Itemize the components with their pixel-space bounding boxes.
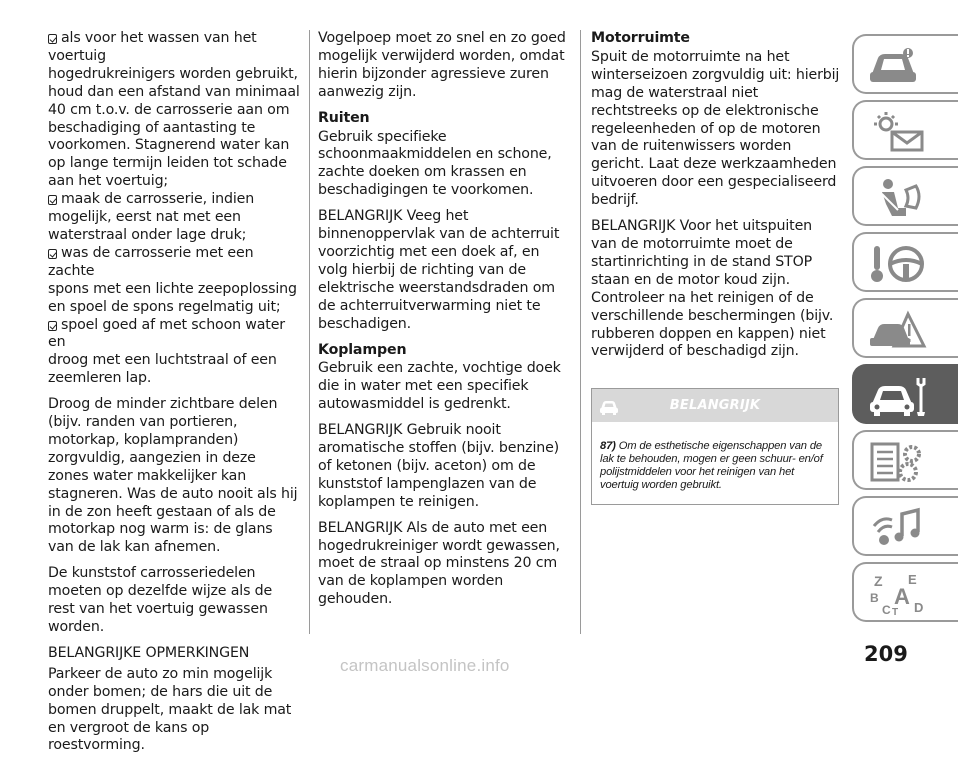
chapter-tab-emergency[interactable] <box>852 298 958 358</box>
warning-body: Om de esthetische eigenschappen van de lak te behouden, mogen er geen schuur- en/of polijstmiddelen voor het reinigen van het voertuig worden gebruikt. <box>600 440 823 492</box>
warning-title: BELANGRIJK <box>669 397 761 413</box>
paragraph: Gebruik specifieke schoonmaakmiddelen en schone, zachte doeken om krassen en beschadigingen te voorkomen. <box>318 128 552 199</box>
index-letter: A <box>894 584 910 609</box>
column-divider <box>309 30 310 634</box>
paragraph: BELANGRIJK Gebruik nooit aromatische stoffen (bijv. benzine) of ketonen (bijv. aceton) om de kunststof lampenglazen van de koplampen te reinigen. <box>318 422 560 510</box>
column-1 <box>48 30 300 763</box>
index-letters-icon <box>868 572 928 616</box>
warning-box <box>591 388 839 505</box>
chapter-tab-warning-lights[interactable] <box>852 100 958 160</box>
section-heading-ruiten: Ruiten <box>318 109 370 126</box>
car-maintenance-icon <box>868 374 928 418</box>
multimedia-icon <box>868 506 928 550</box>
chapter-tab-specifications[interactable] <box>852 430 958 490</box>
index-letter: B <box>870 591 879 605</box>
car-warning-icon <box>598 395 620 417</box>
paragraph: BELANGRIJK Veeg het binnenoppervlak van de achterruit voorzichtig met een doek af, en volg hierbij de richting van de elektrische weerstandsdraden om de achterruitverwarming niet te beschadigen. <box>318 208 560 332</box>
chapter-tab-starting[interactable] <box>852 232 958 292</box>
paragraph: Parkeer de auto zo min mogelijk onder bomen; de hars die uit de bomen druppelt, maakt de lak mat en vergroot de kans op roestvorming. <box>48 665 292 754</box>
specs-gear-icon <box>868 440 928 484</box>
column-2 <box>318 30 572 617</box>
section-heading-koplampen: Koplampen <box>318 341 407 358</box>
column-3 <box>591 30 841 505</box>
checkbox-bullet-icon <box>48 195 57 205</box>
notes-title: BELANGRIJKE OPMERKINGEN <box>48 644 250 661</box>
paragraph: Vogelpoep moet zo snel en zo goed mogelijk verwijderd worden, omdat hierin bijzonder agressieve zuren aanwezig zijn. <box>318 30 566 100</box>
chapter-tab-dashboard[interactable] <box>852 34 958 94</box>
index-letter: E <box>908 572 917 587</box>
warning-lights-icon <box>868 110 928 154</box>
bullet-item: was de carrosserie met een zachte spons met een lichte zeepoplossing en spoel de spons regelmatig uit; <box>48 244 297 315</box>
paragraph: De kunststof carrosseriedelen moeten op dezelfde wijze als de rest van het voertuig gewassen worden. <box>48 565 273 635</box>
paragraph: BELANGRIJK Als de auto met een hogedrukreiniger wordt gewassen, moet de straal op minstens 20 cm van de koplampen worden gehouden. <box>318 519 560 608</box>
chapter-tab-multimedia[interactable] <box>852 496 958 556</box>
car-dashboard-icon <box>868 44 928 88</box>
index-letter: C <box>882 603 891 617</box>
checkbox-bullet-icon <box>48 34 57 44</box>
index-letter: D <box>914 600 924 615</box>
paragraph: BELANGRIJK Voor het uitspuiten van de motorruimte moet de startinrichting in de stand STOP staan en de motor koud zijn. Controleer na het reinigen of de verschillende beschermingen (bijv. rubberen doppen en kappen) niet verwijderd of beschadigd zijn. <box>591 218 834 360</box>
checkbox-bullet-icon <box>48 249 57 259</box>
chapter-tab-index[interactable] <box>852 562 958 622</box>
chapter-tab-safety[interactable] <box>852 166 958 226</box>
checkbox-bullet-icon <box>48 321 57 331</box>
key-steering-icon <box>868 242 928 286</box>
page-number: 209 <box>864 642 908 666</box>
warning-header <box>592 389 838 422</box>
bullet-item: spoel goed af met schoon water en droog met een luchtstraal of een zeemleren lap. <box>48 316 285 387</box>
watermark: carmanualsonline.info <box>340 656 510 675</box>
column-divider <box>580 30 581 634</box>
bullet-item: maak de carrosserie, indien mogelijk, eerst nat met een waterstraal onder lage druk; <box>48 191 255 243</box>
seat-safety-icon <box>868 176 928 220</box>
warning-ref: 87) <box>600 440 616 453</box>
section-heading-motorruimte: Motorruimte <box>591 30 690 46</box>
index-letter: Z <box>874 573 883 589</box>
bullet-item: als voor het wassen van het voertuig hogedrukreinigers worden gebruikt, houd dan een afstand van minimaal 40 cm t.o.v. de carrosserie aan om beschadiging of aantasting te voorkomen. Stagnerend water kan op lange termijn leiden tot schade aan het voertuig; <box>48 30 300 190</box>
paragraph: Gebruik een zachte, vochtige doek die in water met een specifiek autowasmiddel is gedrenkt. <box>318 360 561 413</box>
warning-text <box>592 422 838 504</box>
emergency-road-icon <box>868 308 928 352</box>
paragraph: Spuit de motorruimte na het winterseizoen zorgvuldig uit: hierbij mag de waterstraal niet rechtstreeks op de elektronische regeleenheden of op de motoren van de ruitenwissers worden gericht. Laat deze werkzaamheden uitvoeren door een gespecialiseerd bedrijf. <box>591 48 840 209</box>
index-letter: T <box>892 607 899 618</box>
chapter-tab-maintenance[interactable] <box>852 364 958 424</box>
paragraph: Droog de minder zichtbare delen (bijv. randen van portieren, motorkap, koplampranden) zorgvuldig, aangezien in deze zones water makkelijker kan stagneren. Was de auto nooit als hij in de zon heeft gestaan of als de motorkap nog warm is: de glans van de lak kan afnemen. <box>48 396 298 556</box>
